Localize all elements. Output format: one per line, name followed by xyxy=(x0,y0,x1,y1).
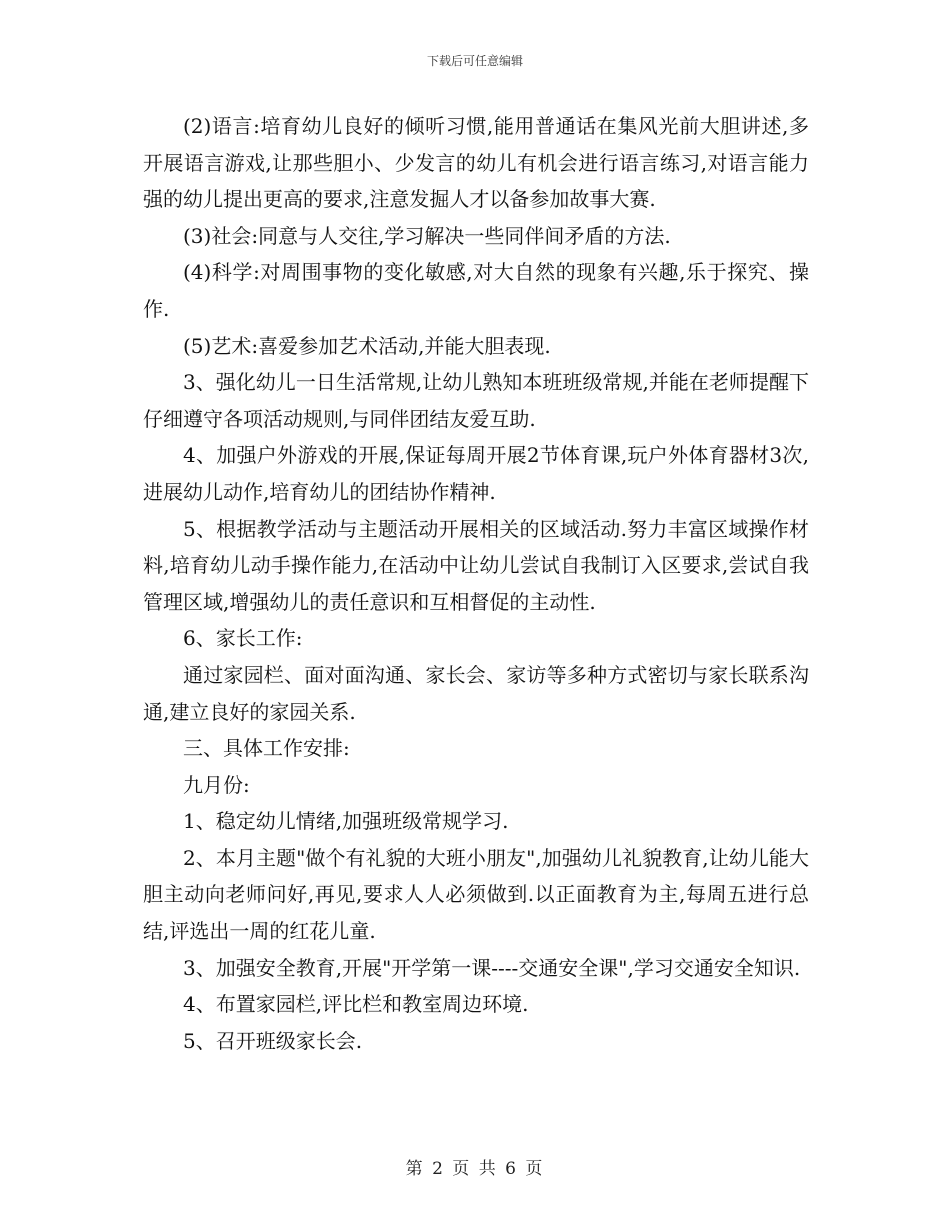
list-item-5: 5、召开班级家长会. xyxy=(183,1028,363,1053)
list-item-4: 4、布置家园栏,评比栏和教室周边环境. xyxy=(183,992,529,1017)
paragraph-social-goal: (3)社会:同意与人交往,学习解决一些同伴间矛盾的方法. xyxy=(183,223,671,248)
paragraph-area-activities: 5、根据教学活动与主题活动开展相关的区域活动.努力丰富区域操作材料,培育幼儿动手操作能力,在活动中让幼儿尝试自我制订入区要求,尝试自我管理区域,增强幼儿的责任意识和互相督促的主动性. xyxy=(143,516,809,614)
list-item-1: 1、稳定幼儿情绪,加强班级常规学习. xyxy=(183,809,509,834)
paragraph-art-goal: (5)艺术:喜爱参加艺术活动,并能大胆表现. xyxy=(183,333,551,358)
document-body xyxy=(143,108,809,1059)
paragraph-science-goal: (4)科学:对周围事物的变化敏感,对大自然的现象有兴趣,乐于探究、操作. xyxy=(143,260,809,321)
month-heading-september: 九月份: xyxy=(183,772,250,797)
paragraph-language-goal: (2)语言:培育幼儿良好的倾听习惯,能用普通话在集风光前大胆讲述,多开展语言游戏,让那些胆小、少发言的幼儿有机会进行语言练习,对语言能力强的幼儿提出更高的要求,注意发掘人才以备参加故事大赛. xyxy=(143,114,809,212)
list-item-3: 3、加强安全教育,开展"开学第一课----交通安全课",学习交通安全知识. xyxy=(183,955,801,980)
page-number-footer: 第 2 页 共 6 页 xyxy=(405,1159,545,1179)
list-item-2: 2、本月主题"做个有礼貌的大班小朋友",加强幼儿礼貌教育,让幼儿能大胆主动向老师问好,再见,要求人人必须做到.以正面教育为主,每周五进行总结,评选出一周的红花儿童. xyxy=(143,845,809,944)
paragraph-outdoor-games: 4、加强户外游戏的开展,保证每周开展2节体育课,玩户外体育器材3次,进展幼儿动作,培育幼儿的团结协作精神. xyxy=(143,443,809,504)
paragraph-daily-routine: 3、强化幼儿一日生活常规,让幼儿熟知本班班级常规,并能在老师提醒下仔细遵守各项活动规则,与同伴团结友爱互助. xyxy=(143,370,809,431)
page-header-note: 下载后可任意编辑 xyxy=(426,54,523,68)
paragraph-parent-work-heading: 6、家长工作: xyxy=(183,626,303,651)
paragraph-parent-work: 通过家园栏、面对面沟通、家长会、家访等多种方式密切与家长联系沟通,建立良好的家园关系. xyxy=(143,662,809,724)
section-heading-schedule: 三、具体工作安排: xyxy=(183,736,350,761)
